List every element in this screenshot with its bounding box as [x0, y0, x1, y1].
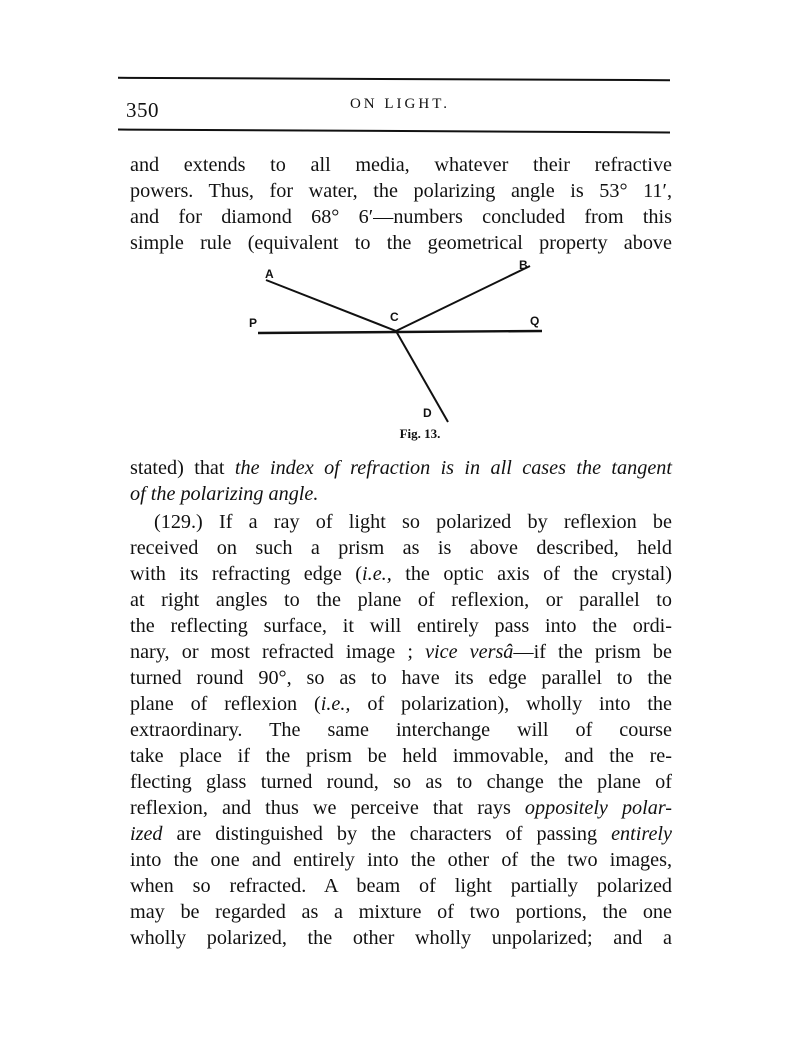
italic-text: ized: [130, 823, 163, 845]
label-a: A: [265, 267, 274, 281]
text-span: are distinguished by the characters of passing: [162, 823, 612, 845]
text-line: at right angles to the plane of reflexion, or parallel to: [130, 589, 672, 611]
text-line: into the one and entirely into the other of the two images,: [130, 849, 672, 871]
line-c-b: [396, 266, 530, 331]
ray-diagram: [230, 252, 570, 447]
italic-text: oppositely polar-: [524, 797, 673, 819]
italic-text: entirely: [611, 823, 672, 845]
text-line: [130, 795, 672, 821]
text-line: may be regarded as a mixture of two portions, the one: [130, 901, 672, 923]
italic-text: of the polarizing angle.: [130, 483, 319, 505]
text-line: [130, 821, 672, 847]
text-line: simple rule (equivalent to the geometrical property above: [130, 232, 672, 254]
running-head: ON LIGHT.: [349, 96, 451, 112]
text-line: the reflecting surface, it will entirely pass into the ordi-: [130, 615, 672, 637]
text-line: and extends to all media, whatever their refractive: [130, 154, 672, 176]
text-line: take place if the prism be held immovable, and the re-: [130, 745, 672, 767]
page-number: 350: [126, 98, 159, 122]
figure-caption: Fig. 13.: [399, 426, 441, 441]
line-a-c: [266, 280, 396, 331]
text-line: [130, 481, 672, 507]
italic-text: i.e.,: [320, 693, 351, 715]
text-line: wholly polarized, the other wholly unpolarized; and a: [130, 927, 672, 949]
text-span: reflexion, and thus we perceive that rays: [130, 797, 525, 819]
text-line: when so refracted. A beam of light partially polarized: [130, 875, 672, 897]
header-top-rule: [118, 77, 670, 81]
text-span: with its refracting edge (: [130, 563, 363, 585]
text-line: powers. Thus, for water, the polarizing angle is 53° 11′,: [130, 180, 672, 202]
text-line: extraordinary. The same interchange will of course: [130, 719, 672, 741]
figure-13: [230, 252, 570, 447]
text-span: the optic axis of the crystal): [391, 563, 673, 585]
text-line: flecting glass turned round, so as to change the plane of: [130, 771, 672, 793]
text-line: [130, 561, 672, 587]
italic-text: the index of refraction is in all cases the tangent: [234, 457, 672, 479]
text-line: [130, 639, 672, 665]
text-span: plane of reflexion (: [130, 693, 321, 715]
text-line: received on such a prism as is above described, held: [130, 537, 672, 559]
text-line: (129.) If a ray of light so polarized by reflexion be: [154, 511, 672, 533]
italic-text: vice versâ: [425, 641, 514, 663]
label-b: B: [519, 258, 528, 272]
text-line: [130, 691, 672, 717]
text-span: nary, or most refracted image ;: [130, 641, 426, 663]
text-line: turned round 90°, so as to have its edge parallel to the: [130, 667, 672, 689]
line-c-d: [396, 331, 448, 422]
label-q: Q: [530, 314, 540, 328]
text-span: stated) that: [130, 457, 235, 479]
label-c: C: [390, 310, 399, 324]
text-line: [130, 455, 672, 481]
text-span: of polarization), wholly into the: [350, 693, 672, 715]
label-d: D: [423, 406, 432, 420]
italic-text: i.e.,: [362, 563, 392, 585]
text-span: —if the prism be: [513, 641, 672, 663]
header-bottom-rule: [118, 129, 670, 134]
line-p-q: [258, 331, 542, 333]
label-p: P: [249, 316, 258, 330]
text-line: and for diamond 68° 6′—numbers concluded from this: [130, 206, 672, 228]
